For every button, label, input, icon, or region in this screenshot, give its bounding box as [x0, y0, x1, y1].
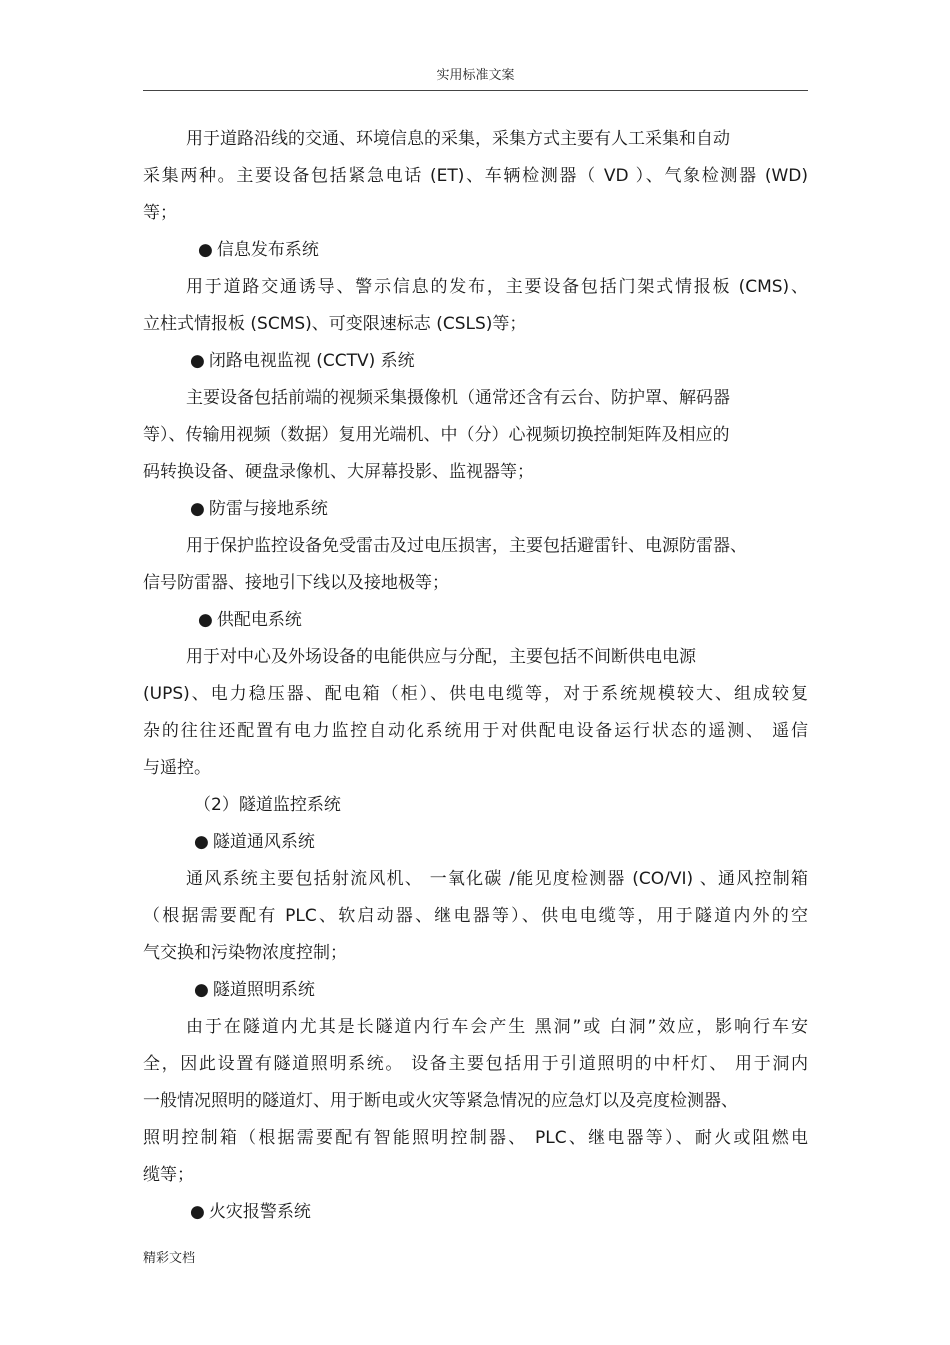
bullet-heading: [143, 1194, 808, 1231]
heading-text: 火灾报警系统: [208, 1202, 311, 1222]
bullet-icon: ●: [198, 610, 213, 630]
heading-text: 防雷与接地系统: [208, 499, 328, 519]
paragraph-line: 主要设备包括前端的视频采集摄像机（通常还含有云台、防护罩、解码器: [186, 388, 730, 408]
bullet-heading: [143, 824, 808, 861]
paragraph-line: 用于道路沿线的交通、环境信息的采集，采集方式主要有人工采集和自动: [186, 129, 730, 149]
bullet-icon: ●: [190, 1202, 205, 1222]
paragraph-line: 全，因此设置有隧道照明系统。 设备主要包括用于引道照明的中杆灯、 用于洞内: [143, 1054, 808, 1074]
paragraph-line: 照明控制箱（根据需要配有智能照明控制器、 PLC、继电器等）、耐火或阻燃电: [143, 1128, 808, 1148]
heading-text: 供配电系统: [216, 610, 302, 630]
header-divider: [143, 90, 808, 91]
heading-text: 信息发布系统: [216, 240, 319, 260]
bullet-heading: [143, 972, 808, 1009]
bullet-heading: [143, 343, 808, 380]
paragraph-line: 由于在隧道内尤其是长隧道内行车会产生 黑洞”或 白洞”效应，影响行车安: [186, 1017, 808, 1037]
paragraph-line: 用于道路交通诱导、警示信息的发布，主要设备包括门架式情报板 (CMS)、: [186, 277, 808, 297]
bullet-heading: [143, 491, 808, 528]
heading-text: 闭路电视监视 (CCTV) 系统: [208, 351, 415, 371]
paragraph-line: 缆等；: [143, 1165, 194, 1185]
page-header: 实用标准文案: [436, 68, 515, 83]
paragraph-line: 与遥控。: [143, 758, 211, 778]
bullet-icon: ●: [194, 832, 209, 852]
paragraph-line: 杂的往往还配置有电力监控自动化系统用于对供配电设备运行状态的遥测、 遥信: [143, 721, 808, 741]
paragraph-line: 立柱式情报板 (SCMS)、可变限速标志 (CSLS)等；: [143, 314, 527, 334]
section-heading: （2）隧道监控系统: [194, 795, 341, 815]
heading-text: 隧道通风系统: [212, 832, 315, 852]
paragraph-line: 等；: [143, 203, 177, 223]
paragraph-line: (UPS)、电力稳压器、配电箱（柜）、供电电缆等，对于系统规模较大、组成较复: [143, 684, 808, 704]
paragraph-line: 一般情况照明的隧道灯、用于断电或火灾等紧急情况的应急灯以及亮度检测器、: [143, 1091, 738, 1111]
paragraph-line: 信号防雷器、接地引下线以及接地极等；: [143, 573, 449, 593]
bullet-heading: [143, 602, 808, 639]
bullet-icon: ●: [198, 240, 213, 260]
paragraph-line: （根据需要配有 PLC、软启动器、继电器等）、供电电缆等，用于隧道内外的空: [143, 906, 808, 926]
paragraph-line: 等）、传输用视频（数据）复用光端机、中（分）心视频切换控制矩阵及相应的: [143, 425, 730, 445]
paragraph-line: 码转换设备、硬盘录像机、大屏幕投影、监视器等；: [143, 462, 534, 482]
bullet-heading: [143, 232, 808, 269]
paragraph-line: 用于对中心及外场设备的电能供应与分配，主要包括不间断供电电源: [186, 647, 696, 667]
heading-text: 隧道照明系统: [212, 980, 315, 1000]
bullet-icon: ●: [190, 499, 205, 519]
document-body: [143, 121, 808, 1231]
paragraph-line: 气交换和污染物浓度控制；: [143, 943, 347, 963]
bullet-icon: ●: [194, 980, 209, 1000]
page-footer: 精彩文档: [143, 1251, 196, 1266]
paragraph-line: 采集两种。主要设备包括紧急电话 (ET)、车辆检测器（ VD ）、气象检测器 (WD): [143, 166, 808, 186]
paragraph-line: 通风系统主要包括射流风机、 一氧化碳 /能见度检测器 (CO/VI) 、通风控制箱: [186, 869, 808, 889]
bullet-icon: ●: [190, 351, 205, 371]
paragraph-line: 用于保护监控设备免受雷击及过电压损害，主要包括避雷针、电源防雷器、: [186, 536, 747, 556]
